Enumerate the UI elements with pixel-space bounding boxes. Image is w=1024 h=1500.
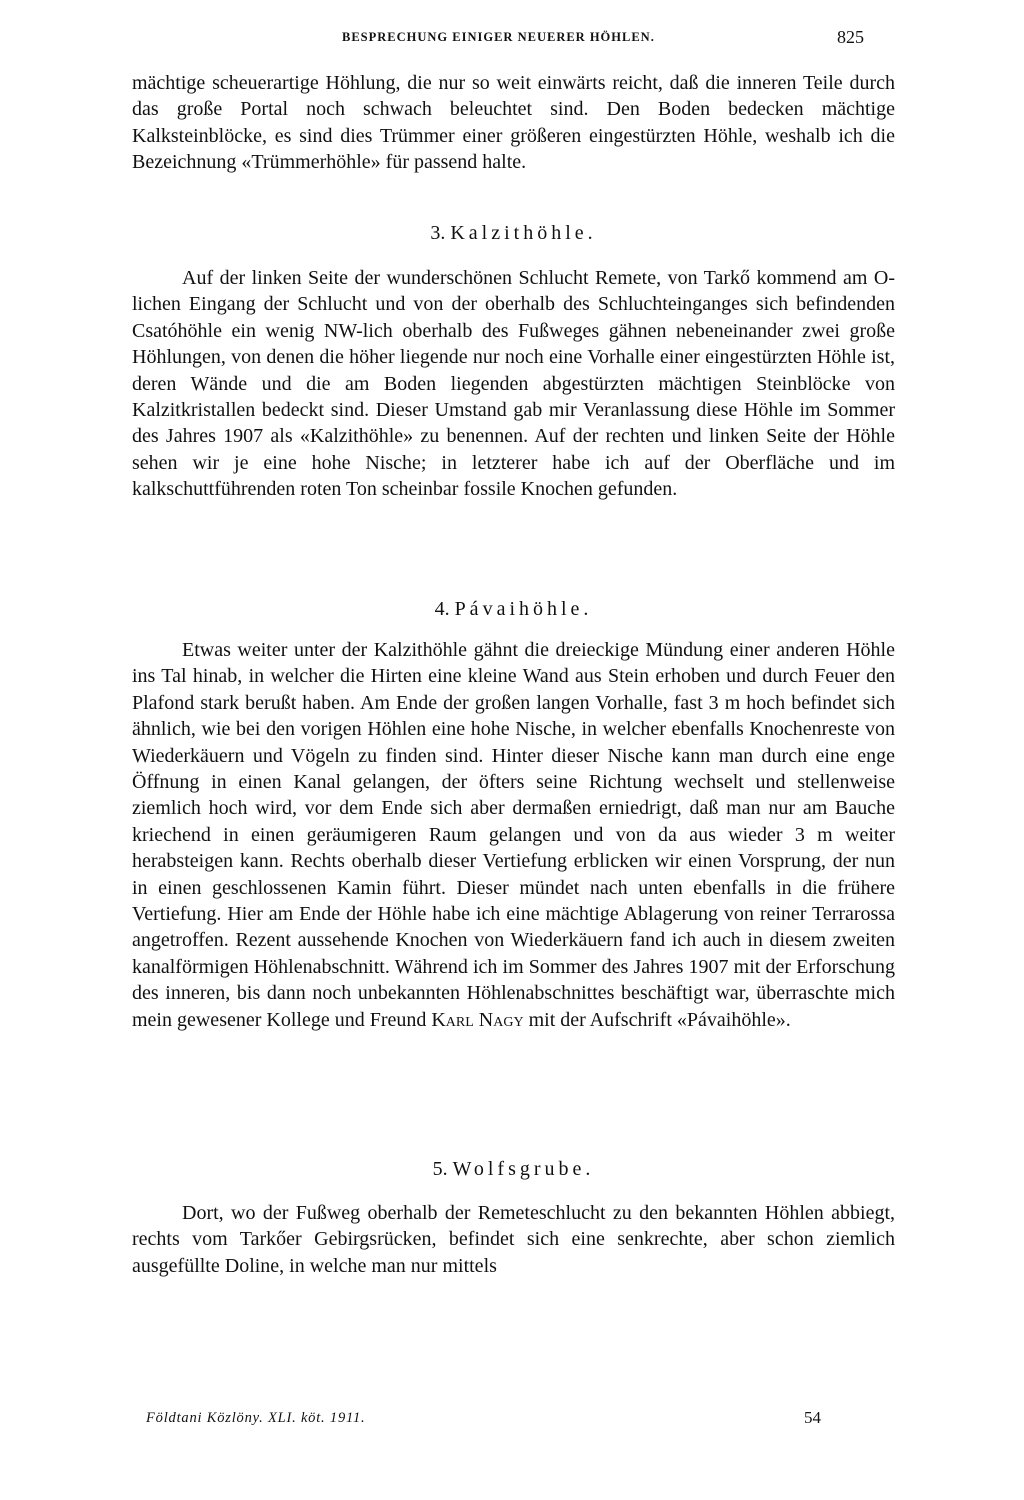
section-title: Kalzithöhle. (450, 222, 597, 244)
paragraph: mächtige scheuerartige Höhlung, die nur so weit einwärts reicht, daß die inneren Teile durch das große Portal noch schwach beleuchtet sind. Den Boden bedecken mächtige Kalksteinblöcke, es sind dies Trümmer einer größeren eingestürzten Höhle, weshalb ich die Bezeichnung «Trümmerhöhle» für passend halte. (132, 72, 895, 174)
section-number: 3. (430, 222, 446, 244)
paragraph: Auf der linken Seite der wunderschönen Schlucht Remete, von Tarkő kommend am O-lichen Eingang der Schlucht und von der oberhalb des Schluchteinganges sich befindenden Csatóhöhle ein wenig NW-lich oberhalb des Fußweges gähnen nebeneinander zwei große Höhlungen, von denen die höher liegende nur noch eine Vorhalle einer eingestürzten Höhle ist, deren Wände und die am Boden liegenden abgestürzten mächtigen Steinblöcke von Kalzitkristallen bedeckt sind. Dieser Umstand gab mir Veranlassung diese Höhle im Sommer des Jahres 1907 als «Kalzithöhle» zu benennen. Auf der rechten und linken Seite der Höhle sehen wir je eine hohe Nische; in letzterer habe ich auf der Oberfläche und im kalkschuttführenden roten Ton scheinbar fossile Knochen gefunden. (132, 267, 895, 501)
section-wolfsgrube-body (132, 1200, 895, 1279)
footer-journal-reference: Földtani Közlöny. XLI. köt. 1911. (146, 1410, 366, 1426)
paragraph-text: mit der Aufschrift «Pávaihöhle». (523, 1008, 791, 1031)
paragraph (132, 637, 895, 1033)
paragraph-continuation (132, 70, 895, 176)
section-pavaihoehle-body (132, 637, 895, 1033)
section-title: Pávaihöhle. (454, 598, 593, 620)
running-title: BESPRECHUNG EINIGER NEUERER HÖHLEN. (342, 30, 655, 44)
section-number: 4. (434, 598, 450, 620)
page-number: 825 (837, 27, 864, 47)
paragraph-text: Etwas weiter unter der Kalzithöhle gähnt die dreieckige Mündung einer anderen Höhle ins Tal hinab, in welcher die Hirten eine kleine Wand aus Stein erhoben und durch Feuer den Plafond stark berußt haben. Am Ende der großen langen Vorhalle, fast 3 m hoch befindet sich ähnlich, wie bei den vorigen Höhlen eine hohe Nische, in welcher ebenfalls Knochenreste von Wiederkäuern und Vögeln zu finden sind. Hinter dieser Nische kann man durch eine enge Öffnung in einen Kanal gelangen, der öfters seine Richtung wechselt und stellenweise ziemlich hoch wird, vor dem Ende sich aber dermaßen erniedrigt, daß man nur am Bauche kriechend in einen geräumigeren Raum gelangen und von da aus wieder 3 m weiter herabsteigen kann. Rechts oberhalb dieser Vertiefung erblicken wir einen Vorsprung, der nun in einen geschlossenen Kamin führt. Dieser mündet nach unten ebenfalls in die frühere Vertiefung. Hier am Ende der Höhle habe ich eine mächtige Ablagerung von reiner Terrarossa angetroffen. Rezent aussehende Knochen von Wiederkäuern fand ich auch in diesem zweiten kanalförmigen Höhlenabschnitt. Während ich im Sommer des Jahres 1907 mit der Erforschung des inneren, bis dann noch unbekannten Höhlenabschnittes beschäftigt war, überraschte mich mein gewesener Kollege und Freund (132, 639, 895, 1031)
section-heading-pavaihoehle (132, 598, 895, 621)
section-title: Wolfsgrube. (452, 1158, 595, 1180)
section-number: 5. (432, 1158, 448, 1180)
person-name: Karl Nagy (431, 1008, 524, 1031)
section-heading-kalzithoehle (132, 222, 895, 245)
paragraph: Dort, wo der Fußweg oberhalb der Remeteschlucht zu den bekannten Höhlen abbiegt, rechts vom Tarkőer Gebirgsrücken, befindet sich eine senkrechte, aber schon ziemlich ausgefüllte Doline, in welche man nur mittels (132, 1202, 895, 1277)
section-kalzithoehle-body (132, 265, 895, 503)
footer-sheet-number: 54 (804, 1408, 821, 1427)
section-heading-wolfsgrube (132, 1158, 895, 1181)
